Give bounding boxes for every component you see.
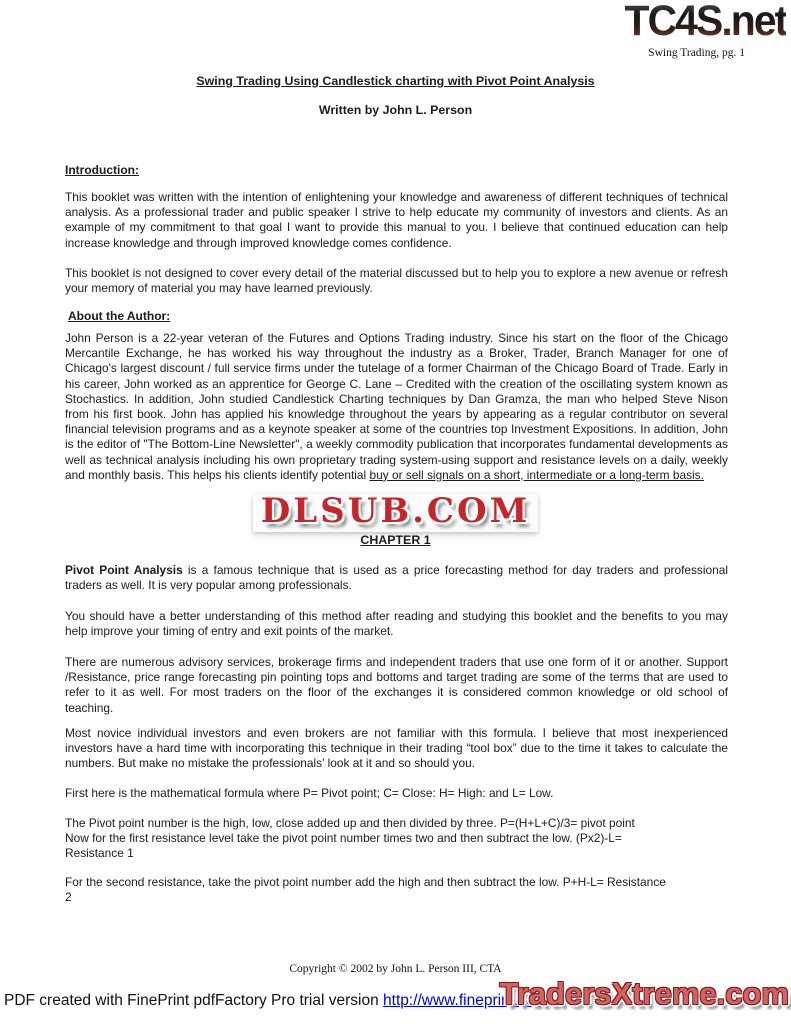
watermark-banner-row xyxy=(0,491,791,532)
chapter-paragraph: You should have a better understanding of this method after reading and studying this booklet and the benefits to you may help improve your timing of entry and exit points of the market. xyxy=(65,609,728,639)
fineprint-link[interactable]: http://www.fineprint.com xyxy=(383,992,548,1009)
document-title: Swing Trading Using Candlestick charting with Pivot Point Analysis xyxy=(196,74,595,88)
about-author-heading: About the Author: xyxy=(68,309,171,323)
formula-block-2 xyxy=(65,875,728,905)
formula-line: The Pivot point number is the high, low, close added up and then divided by three. P=(H+L+C)/3= pivot point xyxy=(65,816,635,830)
formula-line: Now for the first resistance level take the pivot point number times two and then subtract the low. (Px2)-L= xyxy=(65,831,622,846)
formula-line: Resistance 1 xyxy=(65,846,134,861)
chapter-lead-bold: Pivot Point Analysis xyxy=(65,563,183,577)
dlsub-watermark: DLSUB.COM xyxy=(253,494,538,532)
copyright-line: Copyright © 2002 by John L. Person III, CTA xyxy=(289,963,502,975)
chapter-lead-rest: is a famous technique that is used as a price forecasting method for day traders and professional traders as well. It is very popular among professionals. xyxy=(65,563,728,593)
author-byline: Written by John L. Person xyxy=(318,103,473,117)
introduction-paragraph: This booklet was written with the intention of enlightening your knowledge and awareness of different techniques of technical analysis. As a professional trader and public speaker I strive to help educate my community of investors and clients. As an example of my commitment to that goal I want to provide this manual to you. I believe that continued education can help increase knowledge and through improved knowledge comes confidence. xyxy=(65,190,728,250)
page-number-label: Swing Trading, pg. 1 xyxy=(648,47,745,59)
about-author-underlined-phrase: buy or sell signals on a short, intermediate or a long-term basis. xyxy=(369,467,704,482)
formula-intro-line: First here is the mathematical formula where P= Pivot point; C= Close: H= High: and L= Low. xyxy=(65,786,554,800)
formula-line: 2 xyxy=(65,890,72,905)
chapter-paragraph: Most novice individual investors and even brokers are not familiar with this formula. I believe that most inexperienced investors have a hard time with incorporating this technique in their trading “tool box” due to the time it takes to calculate the numbers. But make no mistake the professionals’ look at it and so should you. xyxy=(65,726,728,771)
tc4s-logo: TC4S.net xyxy=(624,0,786,45)
formula-block-1 xyxy=(65,816,728,862)
pdf-trial-notice xyxy=(4,992,548,1010)
formula-line: For the second resistance, take the pivot point number add the high and then subtract the low. P+H-L= Resistance xyxy=(65,875,666,889)
introduction-heading: Introduction: xyxy=(65,163,139,177)
introduction-paragraph: This booklet is not designed to cover every detail of the material discussed but to help you to explore a new avenue or refresh your memory of material you may have learned previously. xyxy=(65,266,728,296)
about-author-text: John Person is a 22-year veteran of the Futures and Options Trading industry. Since his start on the floor of the Chicago Mercantile Exchange, he has worked his way throughout the industry as a Broker, Trader, Branch Manager for one of Chicago's largest discount / full service firms under the tutelage of a former Chairman of the Chicago Board of Trade. Early in his career, John worked as an apprentice for George C. Lane – Credited with the creation of the oscillating system known as Stochastics. In addition, John studied Candlestick Charting techniques by Dan Gramza, the man who helped Steve Nison from his first book. John has applied his knowledge throughout the years by appearing as a regular contributor on several financial television programs and as a keynote speaker at some of the countries top Investment Expositions. In addition, John is the editor of "The Bottom-Line Newsletter", a weekly commodity publication that incorporates fundamental developments as well as technical analysis including his own proprietary trading system-using support and resistance levels on a daily, weekly and monthly basis. This helps his clients identify potential xyxy=(65,331,728,482)
chapter-heading: CHAPTER 1 xyxy=(360,533,431,547)
chapter-lead-paragraph xyxy=(65,563,728,593)
about-author-paragraph xyxy=(65,331,728,483)
chapter-paragraph: There are numerous advisory services, brokerage firms and independent traders that use one form of it or another. Support /Resistance, price range forecasting pin pointing tops and bottoms and target trading are some of the terms that are used to refer to it as well. For most traders on the floor of the exchanges it is considered common knowledge or old school of teaching. xyxy=(65,655,728,715)
tradersxtreme-logo: TradersXtreme.com xyxy=(499,976,789,1011)
pdf-trial-notice-text: PDF created with FinePrint pdfFactory Pro trial version xyxy=(4,992,384,1009)
